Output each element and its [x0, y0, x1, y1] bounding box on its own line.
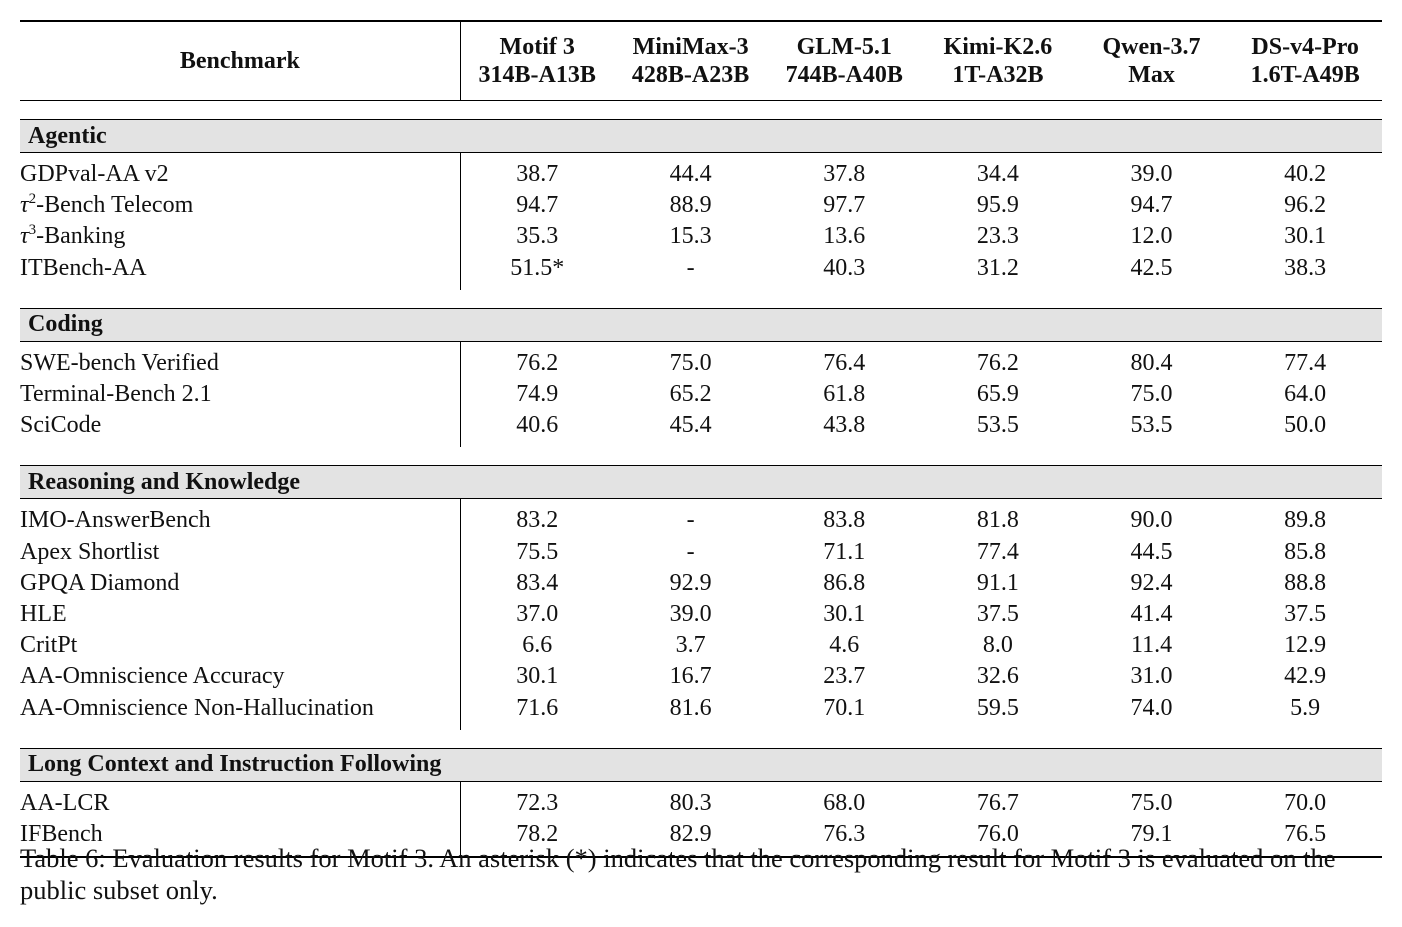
benchmark-name-cell [20, 253, 460, 290]
score-cell: 96.2 [1284, 192, 1327, 219]
table-row [20, 630, 1382, 661]
score-cell: 75.0 [669, 349, 712, 376]
score-cell: 40.6 [516, 412, 559, 439]
score-cell: 30.1 [823, 600, 866, 627]
benchmark-name-cell [20, 153, 460, 191]
score-cell: 77.4 [1284, 349, 1327, 376]
model-size: 428B-A23B [631, 62, 750, 88]
model-size: 1.6T-A49B [1250, 62, 1360, 88]
score-cell: 3.7 [675, 632, 706, 659]
score-cell: 81.6 [669, 694, 712, 721]
score-cell: 42.9 [1284, 663, 1327, 690]
model-size: 314B-A13B [478, 62, 596, 88]
score-cell: 37.5 [1284, 600, 1327, 627]
table-row [20, 692, 1382, 729]
score-cell: 86.8 [823, 569, 866, 596]
score-cell: 81.8 [976, 507, 1019, 534]
score-cell: 30.1 [516, 663, 559, 690]
score-cell: 82.9 [669, 820, 712, 847]
score-cell: - [686, 507, 695, 534]
table-row [20, 379, 1382, 410]
score-cell: 30.1 [1284, 223, 1327, 250]
benchmark-name: GPQA Diamond [20, 569, 180, 596]
benchmark-name: -Banking [36, 223, 126, 250]
table-body [20, 101, 1382, 858]
score-cell: 43.8 [823, 412, 866, 439]
score-cell: 44.5 [1130, 538, 1173, 565]
score-cell: 12.9 [1284, 632, 1327, 659]
score-cell: 34.4 [976, 161, 1019, 188]
benchmark-name-cell [20, 190, 460, 221]
score-cell: 78.2 [516, 820, 559, 847]
score-cell: 80.4 [1130, 349, 1173, 376]
model-name: Motif 3 [499, 34, 575, 60]
score-cell: 79.1 [1130, 820, 1173, 847]
score-cell: 59.5 [976, 694, 1019, 721]
benchmark-name: AA-LCR [20, 789, 110, 816]
score-cell: 75.0 [1130, 789, 1173, 816]
score-cell: 38.3 [1284, 254, 1327, 281]
section-header-row [20, 120, 1382, 153]
score-cell: 70.0 [1284, 789, 1327, 816]
model-name: MiniMax-3 [632, 34, 749, 60]
section-header-row [20, 748, 1382, 781]
score-cell: 95.9 [976, 192, 1019, 219]
benchmark-name: SWE-bench Verified [20, 349, 219, 376]
benchmark-name: SciCode [20, 412, 102, 439]
score-cell: 39.0 [1130, 161, 1173, 188]
score-cell: 65.2 [669, 381, 712, 408]
score-cell: 40.2 [1284, 161, 1327, 188]
score-cell: 38.7 [516, 161, 559, 188]
score-cell: 5.9 [1290, 694, 1321, 721]
benchmark-name: ITBench-AA [20, 254, 147, 281]
score-cell: 44.4 [669, 161, 712, 188]
score-cell: 12.0 [1130, 223, 1173, 250]
table-row [20, 341, 1382, 379]
benchmark-name: CritPt [20, 632, 78, 659]
benchmark-name-cell [20, 599, 460, 630]
score-cell: 75.5 [516, 538, 559, 565]
score-cell: 37.5 [976, 600, 1019, 627]
benchmark-superscript: 2 [28, 191, 37, 208]
score-cell: 75.0 [1130, 381, 1173, 408]
score-cell: 76.0 [976, 820, 1019, 847]
benchmark-name-cell [20, 499, 460, 537]
score-cell: 76.4 [823, 349, 866, 376]
table-row [20, 537, 1382, 568]
benchmark-name-cell [20, 221, 460, 252]
section-title: Coding [20, 308, 1382, 341]
table-row [20, 221, 1382, 252]
benchmark-name: Apex Shortlist [20, 538, 160, 565]
benchmark-name: AA-Omniscience Accuracy [20, 663, 285, 690]
table-header [20, 21, 1382, 101]
model-column-header [614, 21, 768, 101]
score-cell: 53.5 [976, 412, 1019, 439]
model-size: 1T-A32B [952, 62, 1044, 88]
score-cell: 32.6 [976, 663, 1019, 690]
score-cell: 74.9 [516, 381, 559, 408]
table-row [20, 190, 1382, 221]
score-cell: 39.0 [669, 600, 712, 627]
model-name: Kimi-K2.6 [943, 34, 1053, 60]
score-cell: - [686, 538, 695, 565]
benchmark-name: IFBench [20, 820, 103, 847]
benchmark-name-cell [20, 661, 460, 692]
table-row [20, 661, 1382, 692]
table-row [20, 599, 1382, 630]
score-cell: 88.8 [1284, 569, 1327, 596]
score-cell: 37.8 [823, 161, 866, 188]
benchmark-name-cell [20, 630, 460, 661]
model-name: GLM-5.1 [796, 34, 892, 60]
model-size: 744B-A40B [785, 62, 903, 88]
score-cell: 64.0 [1284, 381, 1327, 408]
benchmark-name: HLE [20, 600, 67, 627]
section-title: Reasoning and Knowledge [20, 466, 1382, 499]
model-name: Qwen-3.7 [1102, 34, 1201, 60]
benchmark-prefix-symbol: τ [20, 223, 29, 250]
score-cell: 80.3 [669, 789, 712, 816]
benchmark-name-cell [20, 781, 460, 819]
score-cell: 23.7 [823, 663, 866, 690]
score-cell: 31.0 [1130, 663, 1173, 690]
score-cell: 45.4 [669, 412, 712, 439]
table-row [20, 153, 1382, 191]
score-cell: 70.1 [823, 694, 866, 721]
score-cell: 40.3 [823, 254, 866, 281]
model-column-header [767, 21, 921, 101]
score-cell: 83.8 [823, 507, 866, 534]
score-cell: 15.3 [669, 223, 712, 250]
score-cell: 91.1 [976, 569, 1019, 596]
benchmark-name: AA-Omniscience Non-Hallucination [20, 694, 374, 721]
score-cell: 90.0 [1130, 507, 1173, 534]
table-caption: Table 6: Evaluation results for Motif 3. An asterisk (*) indicates that the corresponding result for Motif 3 is evaluated on the public subset only. [20, 843, 1336, 905]
benchmark-name-cell [20, 568, 460, 599]
score-cell: 50.0 [1284, 412, 1327, 439]
score-cell: 76.7 [976, 789, 1019, 816]
benchmark-name: -Bench Telecom [36, 192, 194, 219]
table-row [20, 499, 1382, 537]
score-cell: 77.4 [976, 538, 1019, 565]
score-cell: 76.2 [976, 349, 1019, 376]
table-row [20, 781, 1382, 819]
score-cell: 8.0 [982, 632, 1013, 659]
benchmark-name-cell [20, 341, 460, 379]
score-cell: 16.7 [669, 663, 712, 690]
benchmark-superscript: 3 [28, 222, 37, 239]
model-size: Max [1128, 62, 1175, 88]
score-cell: 89.8 [1284, 507, 1327, 534]
score-cell: 31.2 [976, 254, 1019, 281]
model-column-header [1228, 21, 1382, 101]
score-cell: 61.8 [823, 381, 866, 408]
score-cell: - [686, 254, 695, 281]
section-header-row [20, 308, 1382, 341]
score-cell: 42.5 [1130, 254, 1173, 281]
score-cell: 83.2 [516, 507, 559, 534]
model-name: DS-v4-Pro [1251, 34, 1359, 60]
benchmark-prefix-symbol: τ [20, 192, 29, 219]
score-cell: 94.7 [1130, 192, 1173, 219]
section-header-row [20, 466, 1382, 499]
score-cell: 35.3 [516, 223, 559, 250]
benchmark-column-header: Benchmark [20, 21, 460, 101]
results-table [20, 20, 1382, 858]
table-row [20, 568, 1382, 599]
score-cell: 72.3 [516, 789, 559, 816]
score-cell: 11.4 [1130, 632, 1173, 659]
model-column-header [921, 21, 1075, 101]
score-cell: 92.9 [669, 569, 712, 596]
score-cell: 76.3 [823, 820, 866, 847]
score-cell: 76.5 [1284, 820, 1327, 847]
benchmark-name: Terminal-Bench 2.1 [20, 381, 212, 408]
benchmark-name: GDPval-AA v2 [20, 161, 169, 188]
section-title: Long Context and Instruction Following [20, 748, 1382, 781]
score-cell: 51.5* [510, 254, 565, 281]
score-cell: 41.4 [1130, 600, 1173, 627]
score-cell: 65.9 [976, 381, 1019, 408]
model-column-header [460, 21, 614, 101]
score-cell: 88.9 [669, 192, 712, 219]
score-cell: 74.0 [1130, 694, 1173, 721]
score-cell: 94.7 [516, 192, 559, 219]
score-cell: 6.6 [522, 632, 553, 659]
score-cell: 4.6 [829, 632, 860, 659]
score-cell: 71.6 [516, 694, 559, 721]
benchmark-name-cell [20, 410, 460, 447]
benchmark-name-cell [20, 379, 460, 410]
score-cell: 68.0 [823, 789, 866, 816]
benchmark-name-cell [20, 537, 460, 568]
score-cell: 92.4 [1130, 569, 1173, 596]
section-title: Agentic [20, 120, 1382, 153]
score-cell: 83.4 [516, 569, 559, 596]
score-cell: 85.8 [1284, 538, 1327, 565]
model-column-header [1075, 21, 1229, 101]
score-cell: 13.6 [823, 223, 866, 250]
score-cell: 53.5 [1130, 412, 1173, 439]
score-cell: 71.1 [823, 538, 866, 565]
benchmark-name: IMO-AnswerBench [20, 507, 211, 534]
results-table-container [20, 20, 1382, 858]
table-row [20, 253, 1382, 290]
score-cell: 37.0 [516, 600, 559, 627]
score-cell: 23.3 [976, 223, 1019, 250]
score-cell: 76.2 [516, 349, 559, 376]
score-cell: 97.7 [823, 192, 866, 219]
benchmark-name-cell [20, 692, 460, 729]
table-row [20, 410, 1382, 447]
